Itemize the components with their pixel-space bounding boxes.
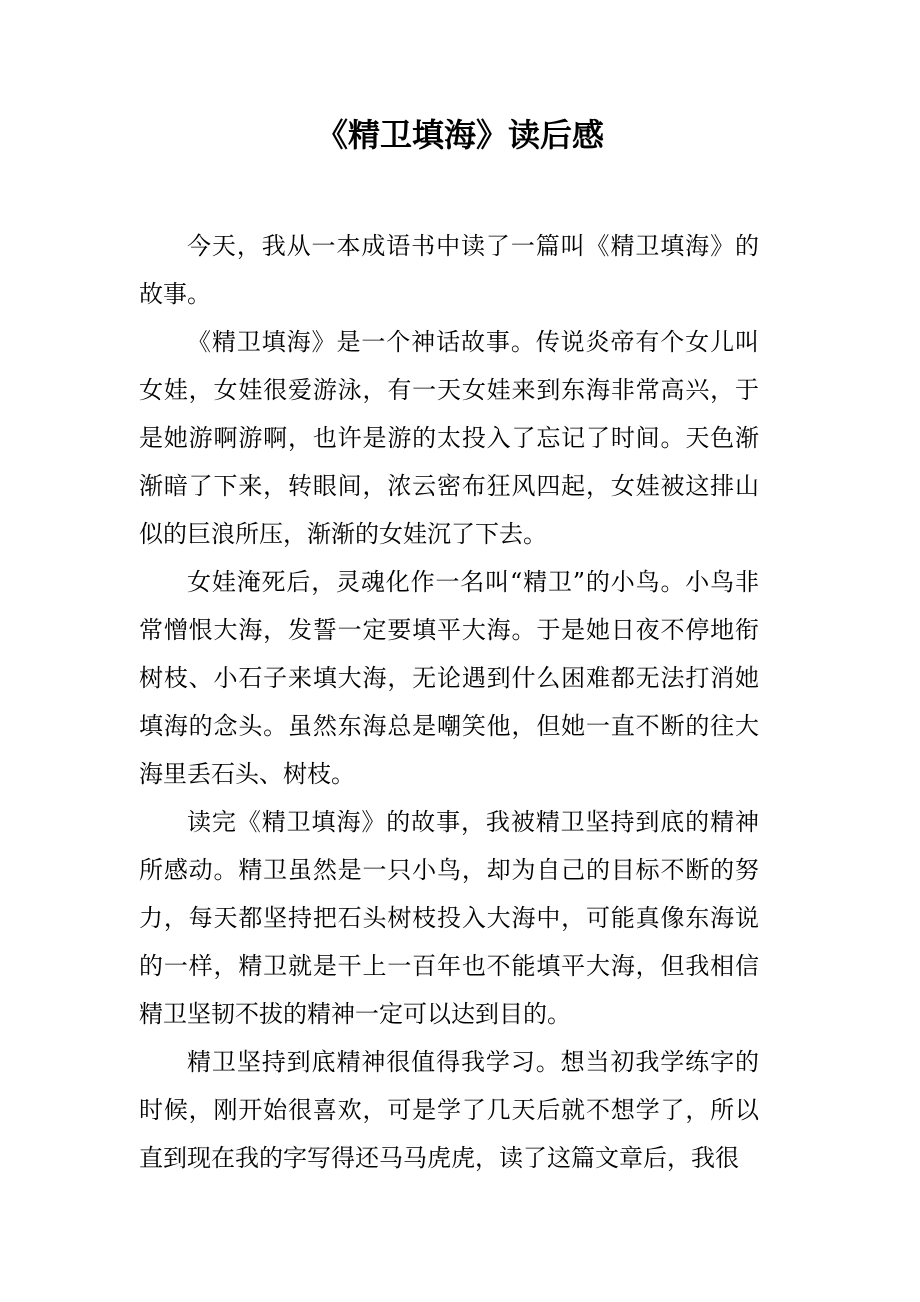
document-body bbox=[139, 222, 759, 1182]
paragraph: 今天，我从一本成语书中读了一篇叫《精卫填海》的故事。 bbox=[139, 232, 759, 308]
paragraph: 女娃淹死后，灵魂化作一名叫“精卫”的小鸟。小鸟非常憎恨大海，发誓一定要填平大海。于是她日夜不停地衔树枝、小石子来填大海，无论遇到什么困难都无法打消她填海的念头。虽然东海总是嘲笑他，但她一直不断的往大海里丢石头、树枝。 bbox=[139, 568, 759, 788]
paragraph: 精卫坚持到底精神很值得我学习。想当初我学练字的时候，刚开始很喜欢，可是学了几天后就不想学了，所以直到现在我的字写得还马马虎虎，读了这篇文章后，我很 bbox=[139, 1048, 759, 1172]
paragraph: 《精卫填海》是一个神话故事。传说炎帝有个女儿叫女娃，女娃很爱游泳，有一天女娃来到东海非常高兴，于是她游啊游啊，也许是游的太投入了忘记了时间。天色渐渐暗了下来，转眼间，浓云密布狂风四起，女娃被这排山似的巨浪所压，渐渐的女娃沉了下去。 bbox=[139, 328, 759, 548]
document-title: 《精卫填海》读后感 bbox=[315, 116, 604, 154]
paragraph: 读完《精卫填海》的故事，我被精卫坚持到底的精神所感动。精卫虽然是一只小鸟，却为自己的目标不断的努力，每天都坚持把石头树枝投入大海中，可能真像东海说的一样，精卫就是干上一百年也不能填平大海，但我相信精卫坚韧不拔的精神一定可以达到目的。 bbox=[139, 808, 759, 1028]
